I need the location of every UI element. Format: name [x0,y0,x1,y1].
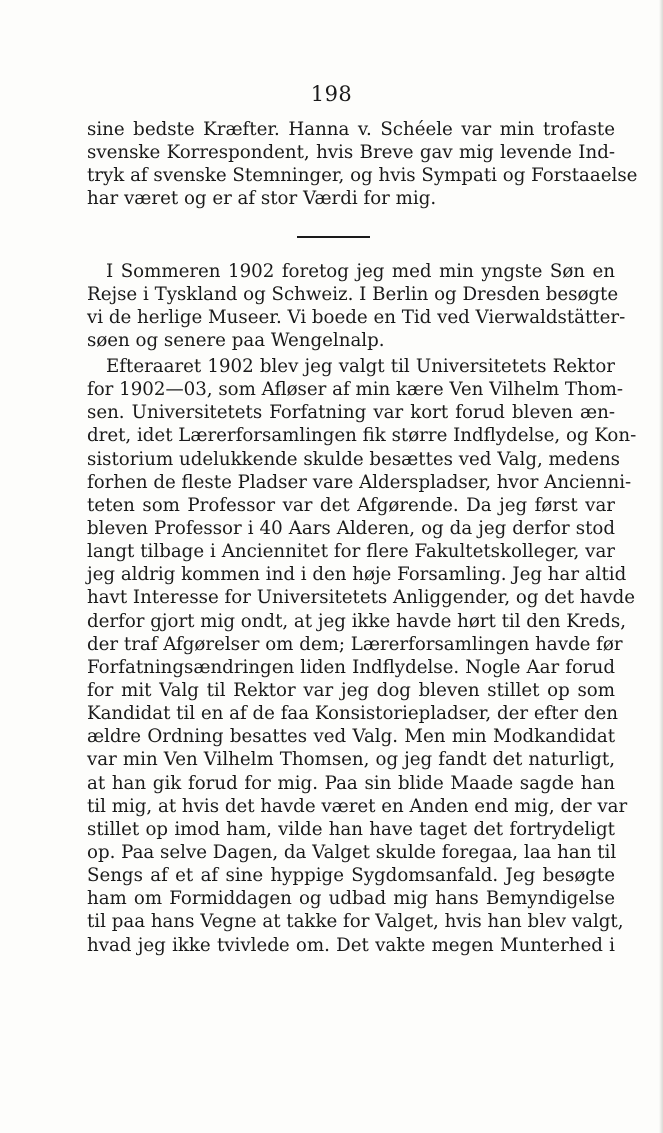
text-line: vi de herlige Museer. Vi boede en Tid ved Vierwaldstätter- [87,307,626,329]
text-line: bleven Professor i 40 Aars Alderen, og da jeg derfor stod [87,517,615,539]
paragraph-continued [87,118,638,211]
text-line: sen. Universitetets Forfatning var kort forud bleven æn- [87,402,615,424]
text-line: svenske Korrespondent, hvis Breve gav mig levende Ind- [87,142,615,164]
text-line: var min Ven Vilhelm Thomsen, og jeg fandt det naturligt, [87,749,615,771]
text-line: hvad jeg ikke tvivlede om. Det vakte megen Munterhed i [87,934,615,956]
text-line: forhen de fleste Pladser vare Alderspladser, hvor Ancienni- [87,471,632,493]
section-divider [297,236,370,238]
text-line: ældre Ordning besattes ved Valg. Men min Modkandidat [87,726,615,748]
text-line: sine bedste Kræfter. Hanna v. Schéele var min trofaste [87,119,615,140]
text-line: Rejse i Tyskland og Schweiz. I Berlin og Dresden besøgte [87,284,619,306]
text-line: for mit Valg til Rektor var jeg dog bleven stillet op som [87,679,615,701]
text-line: for 1902—03, som Afløser af min kære Ven Vilhelm Thom- [87,379,624,401]
text-line: jeg aldrig kommen ind i den høje Forsamling. Jeg har altid [87,564,627,586]
paragraph-rector-election [87,355,637,957]
page-number: 198 [310,82,353,106]
text-line: tryk af svenske Stemninger, og hvis Sympati og Forstaaelse [87,165,638,187]
text-line: teten som Professor var det Afgørende. Da jeg først var [87,494,615,516]
text-line: langt tilbage i Anciennitet for flere Fakultetskolleger, var [87,541,615,563]
text-line: at han gik forud for mig. Paa sin blide Maade sagde han [87,772,615,794]
text-line: havt Interesse for Universitetets Anliggender, og det havde [87,587,636,609]
text-line: op. Paa selve Dagen, da Valget skulde foregaa, laa han til [87,841,617,863]
text-line: til mig, at hvis det havde været en Anden end mig, der var [87,795,628,817]
text-line: Forfatningsændringen liden Indflydelse. Nogle Aar forud [87,656,615,678]
text-line: I Sommeren 1902 foretog jeg med min yngste Søn en [106,261,615,282]
text-line: dret, idet Lærerforsamlingen fik større Indflydelse, og Kon- [87,425,637,447]
paragraph-summer-1902 [87,260,626,353]
text-line: sistorium udelukkende skulde besættes ved Valg, medens [87,448,621,470]
text-line: der traf Afgørelser om dem; Lærerforsamlingen havde før [87,633,623,655]
text-line: stillet op imod ham, vilde han have taget det fortrydeligt [87,818,615,840]
text-line: Sengs af et af sine hyppige Sygdomsanfald. Jeg besøgte [87,865,615,887]
text-line: Efteraaret 1902 blev jeg valgt til Universitetets Rektor [106,356,615,377]
page-edge-shadow [659,0,663,1133]
text-line: Kandidat til en af de faa Konsistoriepladser, der efter den [87,703,619,725]
text-line: ham om Formiddagen og udbad mig hans Bemyndigelse [87,888,615,910]
text-line: har været og er af stor Værdi for mig. [87,188,437,210]
text-line: til paa hans Vegne at takke for Valget, hvis han blev valgt, [87,911,624,933]
text-line: søen og senere paa Wengelnalp. [87,330,385,352]
text-line: derfor gjort mig ondt, at jeg ikke havde hørt til den Kreds, [87,610,626,632]
